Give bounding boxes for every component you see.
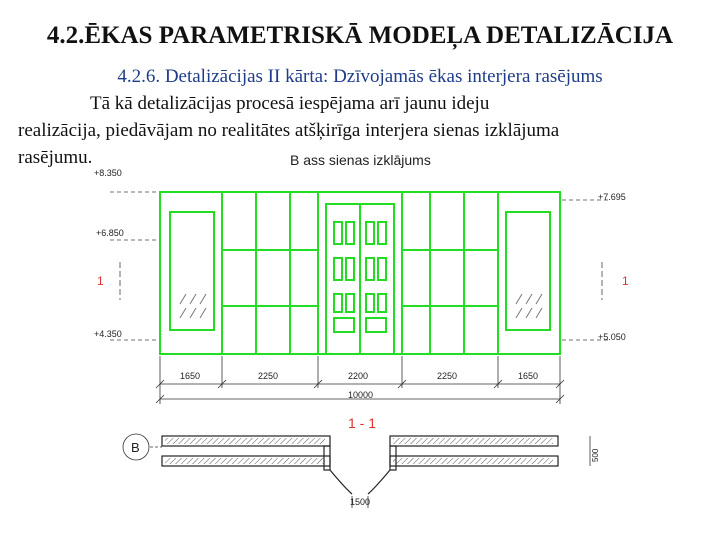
elevation-label: +6.850	[96, 228, 124, 238]
paragraph-line-2: realizācija, piedāvājam no realitātes atšķirīga interjera sienas izklājuma	[18, 120, 560, 141]
door-dimension-label: 1500	[350, 497, 371, 507]
paragraph-line-1: Tā kā detalizācijas procesā iespējama arī jaunu ideju	[90, 93, 490, 114]
axis-label: B	[131, 440, 140, 455]
section-label: 1 - 1	[348, 415, 377, 431]
section-mark-right: 1	[622, 274, 629, 288]
wall-hatch-fill	[165, 438, 553, 464]
wall-elevation	[160, 192, 560, 354]
wall-thickness-label: 500	[591, 448, 600, 462]
left-elevation-markers	[110, 192, 158, 340]
dimension-label: 2250	[258, 371, 279, 381]
slide-title: 4.2.ĒKAS PARAMETRISKĀ MODEĻA DETALIZĀCIJA	[46, 22, 674, 49]
right-window	[506, 212, 550, 330]
right-elevation-markers	[562, 200, 610, 340]
dimension-label: 1650	[518, 371, 539, 381]
elevation-label: +8.350	[94, 168, 122, 178]
drawing-title: B ass sienas izklājums	[290, 152, 431, 168]
dimension-label: 2200	[348, 371, 369, 381]
left-window	[170, 212, 214, 330]
elevation-label: +5.050	[598, 332, 626, 342]
dimension-label: 2250	[437, 371, 458, 381]
elevation-label: +4.350	[94, 329, 122, 339]
slide-subtitle: 4.2.6. Detalizācijas II kārta: Dzīvojamās ēkas interjera rasējums	[117, 66, 603, 87]
elevation-label: +7.695	[598, 192, 626, 202]
wall-section-plan	[162, 436, 558, 494]
paragraph-line-3: rasējumu.	[18, 147, 93, 168]
total-dimension-label: 10000	[348, 390, 374, 400]
dimension-label: 1650	[180, 371, 201, 381]
section-mark-left: 1	[97, 274, 104, 288]
